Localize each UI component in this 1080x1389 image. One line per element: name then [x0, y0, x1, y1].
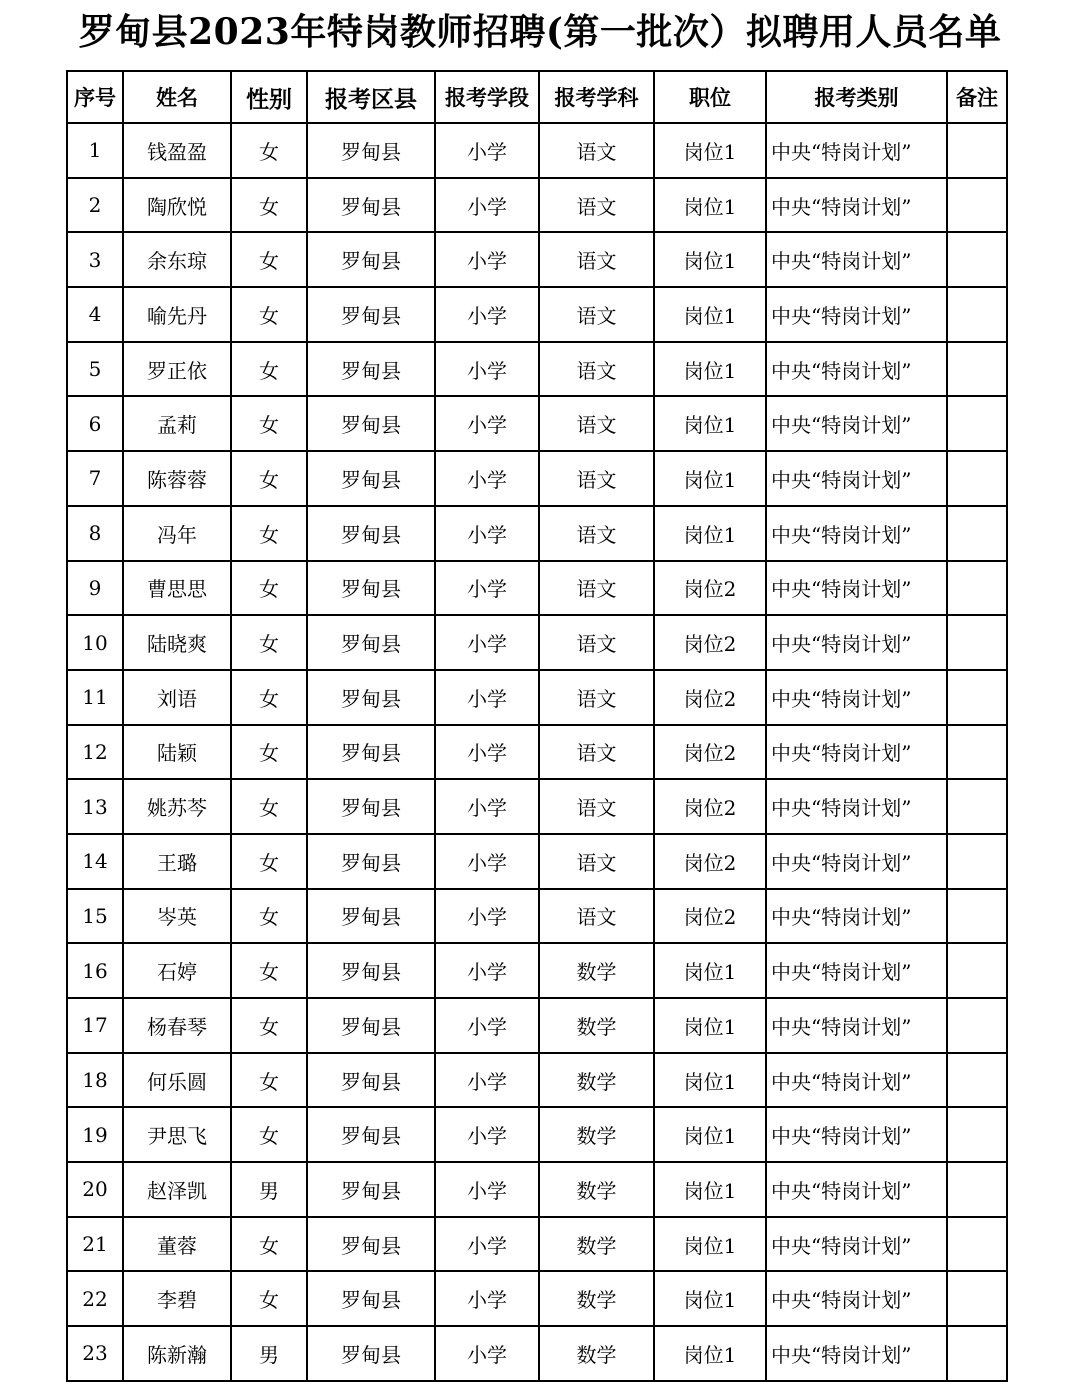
cell-school-stage: 小学 [435, 1107, 539, 1162]
cell-county: 罗甸县 [307, 232, 435, 287]
cell-name: 曹思思 [123, 561, 231, 616]
cell-county: 罗甸县 [307, 725, 435, 780]
cell-serial-number: 7 [67, 451, 123, 506]
cell-county: 罗甸县 [307, 615, 435, 670]
cell-position: 岗位1 [654, 287, 766, 342]
cell-gender: 女 [231, 396, 307, 451]
cell-remarks [947, 943, 1007, 998]
cell-name: 余东琼 [123, 232, 231, 287]
cell-application-type: 中央“特岗计划” [766, 396, 947, 451]
cell-remarks [947, 1162, 1007, 1217]
cell-school-stage: 小学 [435, 178, 539, 233]
cell-name: 刘语 [123, 670, 231, 725]
cell-application-type: 中央“特岗计划” [766, 943, 947, 998]
cell-school-stage: 小学 [435, 1271, 539, 1326]
cell-position: 岗位1 [654, 1107, 766, 1162]
cell-county: 罗甸县 [307, 889, 435, 944]
table-row [67, 615, 1007, 670]
cell-application-type: 中央“特岗计划” [766, 779, 947, 834]
cell-position: 岗位1 [654, 396, 766, 451]
table-row [67, 779, 1007, 834]
header-row [67, 71, 1007, 123]
cell-subject: 语文 [539, 561, 654, 616]
cell-position: 岗位1 [654, 451, 766, 506]
cell-school-stage: 小学 [435, 451, 539, 506]
table-row [67, 889, 1007, 944]
cell-county: 罗甸县 [307, 1107, 435, 1162]
cell-position: 岗位2 [654, 725, 766, 780]
cell-county: 罗甸县 [307, 342, 435, 397]
cell-serial-number: 14 [67, 834, 123, 889]
table-row [67, 725, 1007, 780]
cell-remarks [947, 561, 1007, 616]
cell-subject: 语文 [539, 615, 654, 670]
cell-name: 喻先丹 [123, 287, 231, 342]
cell-application-type: 中央“特岗计划” [766, 287, 947, 342]
cell-gender: 女 [231, 834, 307, 889]
cell-application-type: 中央“特岗计划” [766, 670, 947, 725]
cell-gender: 女 [231, 178, 307, 233]
table-row [67, 998, 1007, 1053]
cell-name: 王璐 [123, 834, 231, 889]
header-school-stage: 报考学段 [435, 71, 539, 123]
cell-county: 罗甸县 [307, 123, 435, 178]
cell-name: 石婷 [123, 943, 231, 998]
cell-remarks [947, 1326, 1007, 1381]
header-serial-number: 序号 [67, 71, 123, 123]
cell-position: 岗位1 [654, 342, 766, 397]
cell-subject: 语文 [539, 287, 654, 342]
cell-name: 李碧 [123, 1271, 231, 1326]
table-row [67, 1271, 1007, 1326]
cell-county: 罗甸县 [307, 396, 435, 451]
cell-serial-number: 15 [67, 889, 123, 944]
cell-name: 岑英 [123, 889, 231, 944]
cell-subject: 数学 [539, 1053, 654, 1108]
cell-position: 岗位2 [654, 615, 766, 670]
cell-gender: 女 [231, 1053, 307, 1108]
cell-remarks [947, 615, 1007, 670]
table-row [67, 1162, 1007, 1217]
cell-gender: 女 [231, 342, 307, 397]
cell-application-type: 中央“特岗计划” [766, 342, 947, 397]
cell-subject: 数学 [539, 1326, 654, 1381]
cell-school-stage: 小学 [435, 1326, 539, 1381]
cell-application-type: 中央“特岗计划” [766, 232, 947, 287]
table-row [67, 1326, 1007, 1381]
cell-school-stage: 小学 [435, 1217, 539, 1272]
cell-position: 岗位1 [654, 1053, 766, 1108]
page-title: 罗甸县2023年特岗教师招聘(第一批次）拟聘用人员名单 [78, 11, 1002, 53]
cell-serial-number: 12 [67, 725, 123, 780]
cell-name: 陈新瀚 [123, 1326, 231, 1381]
cell-county: 罗甸县 [307, 670, 435, 725]
cell-subject: 数学 [539, 1271, 654, 1326]
cell-name: 陈蓉蓉 [123, 451, 231, 506]
cell-position: 岗位1 [654, 1217, 766, 1272]
cell-serial-number: 5 [67, 342, 123, 397]
table-row [67, 287, 1007, 342]
cell-serial-number: 11 [67, 670, 123, 725]
cell-subject: 语文 [539, 889, 654, 944]
cell-school-stage: 小学 [435, 232, 539, 287]
table-row [67, 834, 1007, 889]
cell-application-type: 中央“特岗计划” [766, 1162, 947, 1217]
cell-position: 岗位2 [654, 670, 766, 725]
cell-position: 岗位1 [654, 506, 766, 561]
cell-serial-number: 2 [67, 178, 123, 233]
cell-name: 陆颖 [123, 725, 231, 780]
cell-county: 罗甸县 [307, 178, 435, 233]
cell-gender: 女 [231, 670, 307, 725]
cell-subject: 数学 [539, 998, 654, 1053]
cell-gender: 女 [231, 1217, 307, 1272]
cell-remarks [947, 123, 1007, 178]
cell-position: 岗位1 [654, 1271, 766, 1326]
table-row [67, 670, 1007, 725]
cell-position: 岗位1 [654, 178, 766, 233]
cell-subject: 语文 [539, 396, 654, 451]
cell-name: 冯年 [123, 506, 231, 561]
cell-name: 陆晓爽 [123, 615, 231, 670]
cell-serial-number: 18 [67, 1053, 123, 1108]
cell-school-stage: 小学 [435, 287, 539, 342]
cell-subject: 语文 [539, 451, 654, 506]
cell-gender: 女 [231, 998, 307, 1053]
cell-application-type: 中央“特岗计划” [766, 615, 947, 670]
cell-application-type: 中央“特岗计划” [766, 889, 947, 944]
cell-county: 罗甸县 [307, 1162, 435, 1217]
cell-position: 岗位2 [654, 561, 766, 616]
cell-name: 姚苏芩 [123, 779, 231, 834]
cell-subject: 语文 [539, 670, 654, 725]
table-row [67, 123, 1007, 178]
cell-subject: 数学 [539, 943, 654, 998]
cell-subject: 语文 [539, 725, 654, 780]
cell-county: 罗甸县 [307, 1271, 435, 1326]
cell-remarks [947, 779, 1007, 834]
cell-remarks [947, 725, 1007, 780]
cell-gender: 女 [231, 1271, 307, 1326]
cell-subject: 语文 [539, 834, 654, 889]
cell-county: 罗甸县 [307, 1053, 435, 1108]
cell-county: 罗甸县 [307, 1217, 435, 1272]
cell-serial-number: 6 [67, 396, 123, 451]
table-row [67, 1217, 1007, 1272]
table-row [67, 561, 1007, 616]
cell-gender: 女 [231, 943, 307, 998]
cell-school-stage: 小学 [435, 725, 539, 780]
cell-county: 罗甸县 [307, 834, 435, 889]
cell-gender: 女 [231, 725, 307, 780]
table-row [67, 451, 1007, 506]
cell-remarks [947, 1217, 1007, 1272]
cell-county: 罗甸县 [307, 779, 435, 834]
header-county: 报考区县 [307, 71, 435, 123]
cell-serial-number: 10 [67, 615, 123, 670]
cell-school-stage: 小学 [435, 396, 539, 451]
header-name: 姓名 [123, 71, 231, 123]
header-subject: 报考学科 [539, 71, 654, 123]
cell-name: 尹思飞 [123, 1107, 231, 1162]
cell-application-type: 中央“特岗计划” [766, 506, 947, 561]
table-row [67, 506, 1007, 561]
cell-school-stage: 小学 [435, 506, 539, 561]
header-gender: 性别 [231, 71, 307, 123]
cell-remarks [947, 232, 1007, 287]
cell-gender: 男 [231, 1162, 307, 1217]
cell-school-stage: 小学 [435, 342, 539, 397]
hiring-roster-table [66, 70, 1008, 1382]
cell-school-stage: 小学 [435, 615, 539, 670]
cell-name: 罗正依 [123, 342, 231, 397]
cell-serial-number: 9 [67, 561, 123, 616]
cell-application-type: 中央“特岗计划” [766, 178, 947, 233]
cell-serial-number: 17 [67, 998, 123, 1053]
cell-subject: 语文 [539, 232, 654, 287]
cell-gender: 女 [231, 451, 307, 506]
cell-name: 杨春琴 [123, 998, 231, 1053]
cell-subject: 语文 [539, 123, 654, 178]
cell-gender: 女 [231, 287, 307, 342]
cell-serial-number: 22 [67, 1271, 123, 1326]
cell-application-type: 中央“特岗计划” [766, 1107, 947, 1162]
cell-subject: 数学 [539, 1162, 654, 1217]
cell-name: 钱盈盈 [123, 123, 231, 178]
cell-subject: 语文 [539, 178, 654, 233]
cell-remarks [947, 998, 1007, 1053]
cell-subject: 语文 [539, 342, 654, 397]
cell-position: 岗位1 [654, 998, 766, 1053]
table-row [67, 232, 1007, 287]
cell-name: 赵泽凯 [123, 1162, 231, 1217]
cell-school-stage: 小学 [435, 889, 539, 944]
cell-school-stage: 小学 [435, 943, 539, 998]
cell-gender: 女 [231, 232, 307, 287]
cell-county: 罗甸县 [307, 287, 435, 342]
cell-remarks [947, 670, 1007, 725]
cell-application-type: 中央“特岗计划” [766, 1217, 947, 1272]
table-row [67, 1107, 1007, 1162]
header-position: 职位 [654, 71, 766, 123]
cell-gender: 女 [231, 1107, 307, 1162]
cell-county: 罗甸县 [307, 561, 435, 616]
cell-remarks [947, 396, 1007, 451]
cell-position: 岗位1 [654, 943, 766, 998]
cell-school-stage: 小学 [435, 998, 539, 1053]
cell-serial-number: 13 [67, 779, 123, 834]
cell-remarks [947, 1053, 1007, 1108]
cell-application-type: 中央“特岗计划” [766, 998, 947, 1053]
cell-name: 何乐圆 [123, 1053, 231, 1108]
cell-application-type: 中央“特岗计划” [766, 561, 947, 616]
table-header [67, 71, 1007, 123]
cell-school-stage: 小学 [435, 123, 539, 178]
cell-gender: 女 [231, 123, 307, 178]
cell-county: 罗甸县 [307, 451, 435, 506]
cell-serial-number: 8 [67, 506, 123, 561]
table-row [67, 342, 1007, 397]
cell-remarks [947, 506, 1007, 561]
cell-serial-number: 1 [67, 123, 123, 178]
cell-school-stage: 小学 [435, 670, 539, 725]
table-row [67, 178, 1007, 233]
cell-remarks [947, 1271, 1007, 1326]
header-application-type: 报考类别 [766, 71, 947, 123]
cell-serial-number: 21 [67, 1217, 123, 1272]
table-row [67, 943, 1007, 998]
cell-school-stage: 小学 [435, 834, 539, 889]
cell-remarks [947, 342, 1007, 397]
cell-subject: 数学 [539, 1217, 654, 1272]
cell-remarks [947, 889, 1007, 944]
cell-serial-number: 16 [67, 943, 123, 998]
cell-gender: 女 [231, 889, 307, 944]
cell-serial-number: 19 [67, 1107, 123, 1162]
cell-county: 罗甸县 [307, 506, 435, 561]
cell-name: 陶欣悦 [123, 178, 231, 233]
cell-school-stage: 小学 [435, 561, 539, 616]
cell-gender: 女 [231, 615, 307, 670]
cell-school-stage: 小学 [435, 779, 539, 834]
cell-application-type: 中央“特岗计划” [766, 1326, 947, 1381]
cell-position: 岗位2 [654, 889, 766, 944]
cell-position: 岗位2 [654, 834, 766, 889]
cell-position: 岗位1 [654, 1162, 766, 1217]
cell-application-type: 中央“特岗计划” [766, 1271, 947, 1326]
cell-gender: 女 [231, 561, 307, 616]
cell-school-stage: 小学 [435, 1162, 539, 1217]
cell-position: 岗位1 [654, 232, 766, 287]
cell-serial-number: 4 [67, 287, 123, 342]
cell-name: 董蓉 [123, 1217, 231, 1272]
cell-serial-number: 3 [67, 232, 123, 287]
cell-application-type: 中央“特岗计划” [766, 123, 947, 178]
cell-application-type: 中央“特岗计划” [766, 451, 947, 506]
cell-serial-number: 23 [67, 1326, 123, 1381]
cell-serial-number: 20 [67, 1162, 123, 1217]
cell-name: 孟莉 [123, 396, 231, 451]
cell-application-type: 中央“特岗计划” [766, 1053, 947, 1108]
cell-county: 罗甸县 [307, 943, 435, 998]
table-body [67, 123, 1007, 1381]
table-row [67, 396, 1007, 451]
cell-gender: 男 [231, 1326, 307, 1381]
cell-position: 岗位1 [654, 123, 766, 178]
cell-application-type: 中央“特岗计划” [766, 834, 947, 889]
cell-subject: 数学 [539, 1107, 654, 1162]
cell-remarks [947, 1107, 1007, 1162]
header-remarks: 备注 [947, 71, 1007, 123]
cell-subject: 语文 [539, 779, 654, 834]
cell-remarks [947, 287, 1007, 342]
cell-remarks [947, 451, 1007, 506]
cell-county: 罗甸县 [307, 998, 435, 1053]
cell-application-type: 中央“特岗计划” [766, 725, 947, 780]
cell-position: 岗位1 [654, 1326, 766, 1381]
cell-school-stage: 小学 [435, 1053, 539, 1108]
cell-gender: 女 [231, 779, 307, 834]
cell-position: 岗位2 [654, 779, 766, 834]
cell-gender: 女 [231, 506, 307, 561]
cell-remarks [947, 834, 1007, 889]
cell-subject: 语文 [539, 506, 654, 561]
cell-county: 罗甸县 [307, 1326, 435, 1381]
cell-remarks [947, 178, 1007, 233]
table-row [67, 1053, 1007, 1108]
